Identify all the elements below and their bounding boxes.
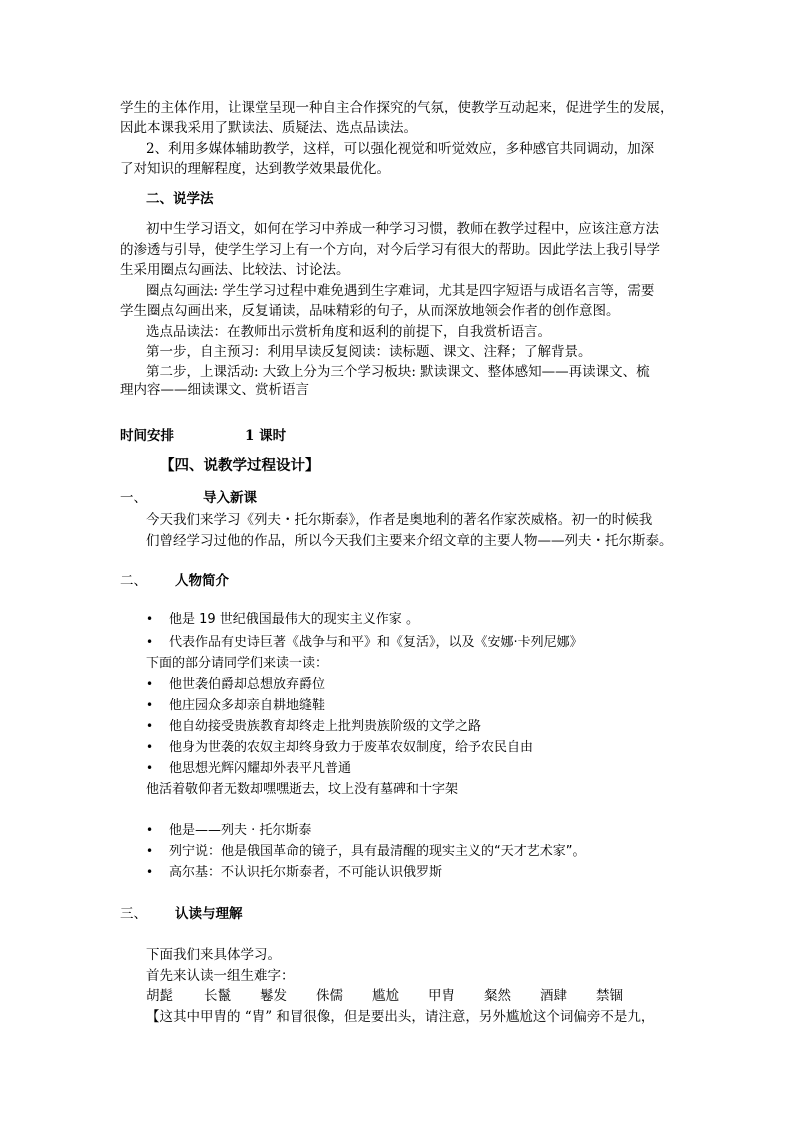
intro-line-3: 2、利用多媒体辅助教学，这样，可以强化视觉和听觉效应，多种感官共同调动，加深	[146, 141, 655, 157]
vocab-word: 酒肆	[540, 988, 567, 1004]
vocab-word: 胡髭	[146, 988, 173, 1004]
section-1-line-2: 们曾经学习过他的作品，所以今天我们主要来介绍文章的主要人物——列夫・托尔斯泰。	[146, 533, 673, 549]
bullet-icon: •	[146, 677, 154, 691]
section-1-number: 一、	[120, 490, 147, 506]
read-bullet-1: 他世袭伯爵却总想放弃爵位	[169, 677, 326, 692]
bio-bullet-1: 他是 19 世纪俄国最伟大的现实主义作家 。	[169, 612, 419, 627]
section-2-number: 二、	[120, 573, 147, 589]
study-p4: 第一步，自主预习：利用早读反复阅读：读标题、课文、注释；了解背景。	[146, 344, 592, 360]
study-heading: 二、说学法	[146, 191, 214, 207]
section-3-line-1: 下面我们来具体学习。	[146, 947, 281, 963]
study-p2-line-1: 圈点勾画法: 学生学习过程中难免遇到生字难词，尤其是四字短语与成语名言等，需要	[146, 283, 655, 299]
study-p5-line-1: 第二步，上课活动: 大致上分为三个学习板块: 默读课文、整体感知——再读课文、梳	[146, 364, 650, 380]
vocab-word: 甲胄	[428, 988, 455, 1004]
section-1-title: 导入新课	[203, 490, 257, 506]
section-3-number: 三、	[120, 906, 147, 922]
vocab-word: 禁锢	[596, 988, 623, 1004]
read-bullet-5: 他思想光辉闪耀却外表平凡普通	[169, 761, 352, 776]
bullet-icon: •	[146, 761, 154, 775]
intro-line-2: 因此本课我采用了默读法、质疑法、选点品读法。	[120, 120, 417, 136]
section-2-title: 人物简介	[175, 573, 229, 589]
intro-line-1: 学生的主体作用，让课堂呈现一种自主合作探究的气氛，使教学互动起来，促进学生的发展，	[120, 100, 674, 116]
read-prompt: 下面的部分请同学们来读一读：	[146, 656, 329, 671]
vocab-word: 鬈发	[260, 988, 287, 1004]
bullet-icon: •	[146, 719, 154, 733]
bullet-icon: •	[146, 844, 154, 858]
bullet-icon: •	[146, 635, 154, 649]
bio-bullet-2: 代表作品有史诗巨著《战争与和平》和《复活》，以及《安娜·卡列尼娜》	[169, 635, 583, 650]
bullet-icon: •	[146, 865, 154, 879]
vocab-word: 侏儒	[316, 988, 343, 1004]
bullet-icon: •	[146, 823, 154, 837]
vocab-word: 尴尬	[372, 988, 399, 1004]
section-1-line-1: 今天我们来学习《列夫・托尔斯泰》，作者是奥地利的著名作家茨威格。初一的时候我	[146, 512, 653, 528]
section-3-title: 认读与理解	[175, 906, 243, 922]
schedule-value: 1 课时	[245, 428, 287, 444]
quote-bullet-3: 高尔基：不认识托尔斯泰者，不可能认识俄罗斯	[169, 865, 443, 880]
bullet-icon: •	[146, 698, 154, 712]
bullet-icon: •	[146, 740, 154, 754]
study-p2-line-2: 学生圈点勾画出来，反复诵读，品味精彩的句子，从而深放地领会作者的创作意图。	[120, 303, 620, 319]
quote-bullet-1: 他是——列夫 · 托尔斯泰	[169, 823, 312, 838]
schedule-label: 时间安排	[120, 428, 174, 444]
section-3-line-2: 首先来认读一组生难字：	[146, 968, 295, 984]
study-p1-line-3: 生采用圈点勾画法、比较法、讨论法。	[120, 262, 350, 278]
bullet-icon: •	[146, 612, 154, 626]
death-line: 他活着敬仰者无数却嘿嘿逝去，坟上没有墓碑和十字架	[146, 782, 459, 797]
vocab-word: 粲然	[484, 988, 511, 1004]
read-bullet-2: 他庄园众多却亲自耕地缝鞋	[169, 698, 326, 713]
quote-bullet-2: 列宁说：他是俄国革命的镜子，具有最清醒的现实主义的“天才艺术家”。	[169, 844, 586, 859]
note-line: 【这其中甲胄的 “胄” 和冒很像，但是要出头，请注意，另外尴尬这个词偏旁不是九，	[146, 1009, 655, 1025]
study-p1-line-1: 初中生学习语文，如何在学习中养成一种学习习惯，教师在教学过程中，应该注意方法	[146, 221, 659, 237]
read-bullet-4: 他身为世袭的农奴主却终身致力于废革农奴制度，给予农民自由	[169, 740, 534, 755]
study-p5-line-2: 理内容——细读课文、赏析语言	[120, 382, 309, 398]
intro-line-4: 了对知识的理解程度，达到教学效果最优化。	[120, 161, 390, 177]
study-p3: 选点品读法：在教师出示赏析角度和返利的前提下，自我赏析语言。	[146, 324, 551, 340]
vocab-word: 长鬣	[204, 988, 231, 1004]
read-bullet-3: 他自幼接受贵族教育却终走上批判贵族阶级的文学之路	[169, 719, 482, 734]
process-heading: 【四、说教学过程设计】	[160, 457, 320, 474]
study-p1-line-2: 的渗透与引导，使学生学习上有一个方向，对今后学习有很大的帮助。因此学法上我引导学	[120, 242, 660, 258]
